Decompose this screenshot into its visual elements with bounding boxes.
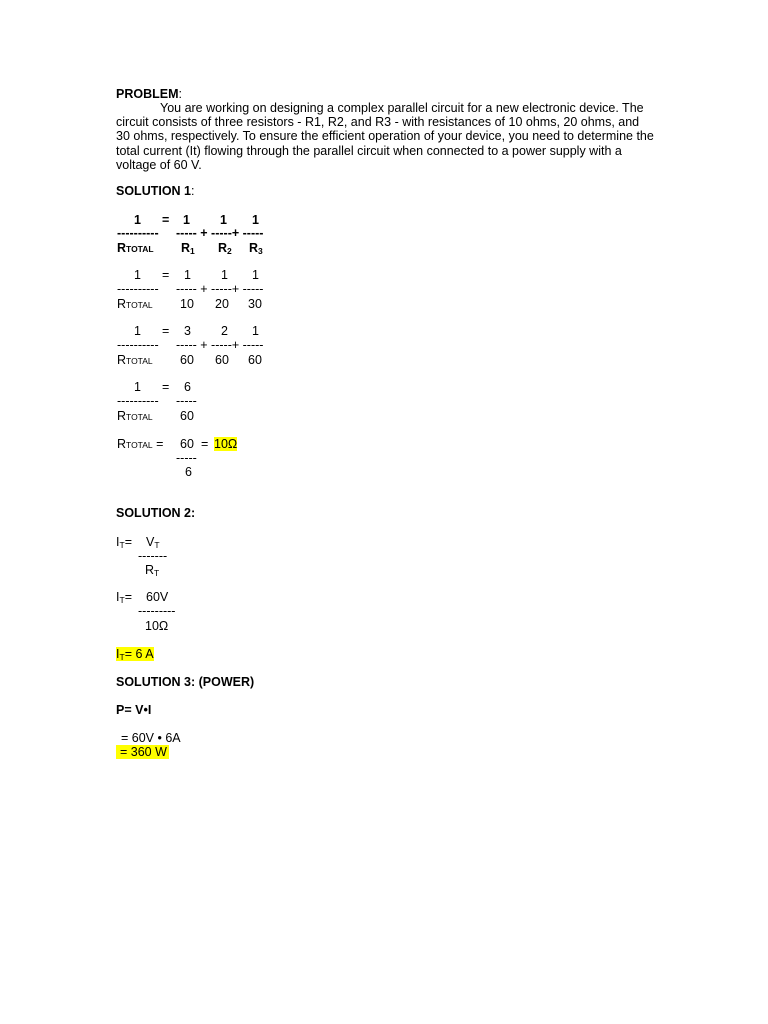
s3-result: = 360 W	[116, 745, 169, 759]
s2-bar1: -------	[138, 549, 168, 563]
s1-r2-lhs-num: 1	[134, 268, 141, 282]
s1-r2-lhs-bar: ----------	[117, 282, 159, 296]
s1-final-eq2: =	[201, 437, 209, 451]
s2-it-label-2: $I_T=$	[116, 590, 132, 605]
s1-r3-lhs-bar: ----------	[117, 338, 159, 352]
s1-r3-n2: 2	[221, 324, 228, 338]
s1-r4-lhs-num: 1	[134, 380, 141, 394]
s2-it-label: $I_T=$	[116, 535, 132, 550]
s1-r2-n2: 1	[221, 268, 228, 282]
s1-r4-lhs-den: RTOTAL	[117, 409, 153, 423]
s3-line1: = 60V • 6A	[121, 731, 181, 745]
s1-r2-eq: =	[162, 268, 170, 282]
s1-r3-d3: 60	[248, 353, 262, 367]
s1-r3-rhs-bar: ----- + -----+ -----	[176, 338, 264, 352]
s1-r1-lhs-den: RTOTAL	[117, 241, 154, 255]
s2-rt: $R_T$	[145, 563, 160, 578]
s1-r2-rhs-bar: ----- + -----+ -----	[176, 282, 264, 296]
s1-r2-d2: 20	[215, 297, 229, 311]
problem-heading: PROBLEM:	[116, 87, 182, 101]
s1-r4-n1: 6	[184, 380, 191, 394]
s1-r1-n3: 1	[252, 213, 259, 227]
s1-r3-eq: =	[162, 324, 170, 338]
s1-r3-lhs-den: RTOTAL	[117, 353, 153, 367]
s1-r1-lhs-num: 1	[134, 213, 141, 227]
s1-r3-n1: 3	[184, 324, 191, 338]
s1-r1-n2: 1	[220, 213, 227, 227]
s1-final-num: 60	[180, 437, 194, 451]
s2-bar2: ---------	[138, 604, 176, 618]
s1-r2-d3: 30	[248, 297, 262, 311]
s1-final-lhs: RTOTAL =	[117, 437, 164, 451]
s1-r3-d2: 60	[215, 353, 229, 367]
s1-r4-rhs-bar: -----	[176, 394, 197, 408]
s1-r3-n3: 1	[252, 324, 259, 338]
s1-r2-lhs-den: RTOTAL	[117, 297, 153, 311]
s2-vt: $V_T$	[146, 535, 160, 550]
s1-r1-lhs-bar: ----------	[117, 226, 159, 240]
s1-r4-eq: =	[162, 380, 170, 394]
s1-r1-n1: 1	[183, 213, 190, 227]
s1-r4-d1: 60	[180, 409, 194, 423]
s2-value-v: 60V	[146, 590, 169, 604]
s1-final-bar: -----	[176, 451, 197, 465]
s1-r2-n3: 1	[252, 268, 259, 282]
s2-result: $I_T= 6$ A	[116, 647, 154, 662]
s1-final-den: 6	[185, 465, 192, 479]
s1-r2-n1: 1	[184, 268, 191, 282]
s1-r1-d2: $R_2$	[218, 241, 232, 256]
s1-r1-d3: $R_3$	[249, 241, 263, 256]
solution2-heading: SOLUTION 2:	[116, 506, 196, 520]
problem-paragraph: You are working on designing a complex parallel circuit for a new electronic device. The circuit consists of three resistors - R1, R2, and R3 - with resistances of 10 ohms, 20 ohms, and 30 ohms, respectively. To ensure the efficient operation of your device, you need to determine the total current (It) flowing through the parallel circuit when connected to a power supply with a voltage of 60 V.	[116, 101, 654, 172]
s1-r1-rhs-bar: ----- + -----+ -----	[176, 226, 264, 240]
s1-r3-lhs-num: 1	[134, 324, 141, 338]
s3-formula: P= V•I	[116, 703, 152, 717]
s1-r2-d1: 10	[180, 297, 194, 311]
solution1-heading: SOLUTION 1:	[116, 184, 195, 198]
solution3-heading: SOLUTION 3: (POWER)	[116, 675, 255, 689]
s1-r1-eq: =	[162, 213, 170, 227]
s1-r4-lhs-bar: ----------	[117, 394, 159, 408]
s1-final-result: 10Ω	[214, 437, 238, 451]
s1-r1-d1: $R_1$	[181, 241, 195, 256]
s2-value-r: 10Ω	[145, 619, 169, 633]
s1-r3-d1: 60	[180, 353, 194, 367]
